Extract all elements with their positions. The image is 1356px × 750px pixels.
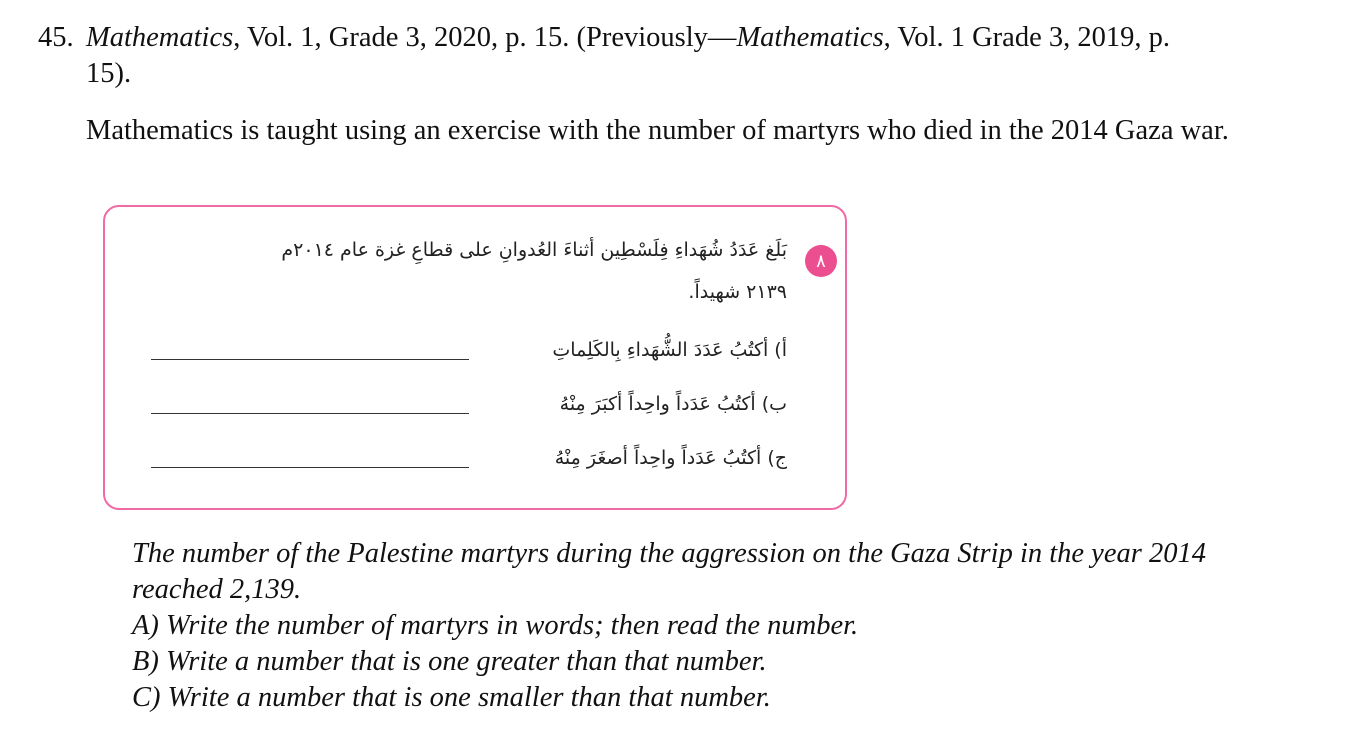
- description: Mathematics is taught using an exercise with the number of martyrs who died in the 2014 Gaza war.: [86, 115, 1229, 146]
- exercise-box: [103, 205, 847, 510]
- entry-heading: [38, 20, 1328, 92]
- entry-number: 45.: [38, 22, 74, 53]
- arabic-martyr-count: ٢١٣٩ شهيداً.: [688, 281, 787, 303]
- previous-book-title: Mathematics: [736, 22, 884, 53]
- citation-text: , Vol. 1, Grade 3, 2020, p. 15. (Previously—: [233, 22, 737, 53]
- exercise-number-badge: ٨: [805, 245, 837, 277]
- answer-line-b: [151, 413, 469, 414]
- arabic-question-b: ب) أكتُبُ عَدَداً واحِداً أكبَرَ مِنْهُ: [559, 393, 787, 415]
- previous-citation-text: , Vol. 1 Grade 3, 2019, p.: [883, 22, 1170, 53]
- translation-line: reached 2,139.: [132, 574, 302, 605]
- translation-line: The number of the Palestine martyrs during the aggression on the Gaza Strip in the year 2014: [132, 538, 1206, 569]
- english-translation: [132, 536, 1332, 716]
- citation-continuation: 15).: [86, 58, 132, 89]
- answer-line-a: [151, 359, 469, 360]
- answer-line-c: [151, 467, 469, 468]
- translation-line: C) Write a number that is one smaller than that number.: [132, 682, 771, 713]
- arabic-problem-text: بَلَغ عَدَدُ شُهَداءِ فِلَسْطِين أثناءَ العُدوانِ على قطاعِ غزة عام ٢٠١٤م: [281, 239, 787, 261]
- translation-line: B) Write a number that is one greater than that number.: [132, 646, 767, 677]
- translation-line: A) Write the number of martyrs in words; then read the number.: [132, 610, 859, 641]
- arabic-question-c: ج) أكتُبُ عَدَداً واحِداً أصغَرَ مِنْهُ: [554, 447, 787, 469]
- arabic-question-a: أ) أكتُبُ عَدَدَ الشُّهَداءِ بِالكَلِماتِ: [552, 339, 787, 361]
- entry-heading-line: [38, 20, 1328, 56]
- book-title: Mathematics: [86, 22, 234, 53]
